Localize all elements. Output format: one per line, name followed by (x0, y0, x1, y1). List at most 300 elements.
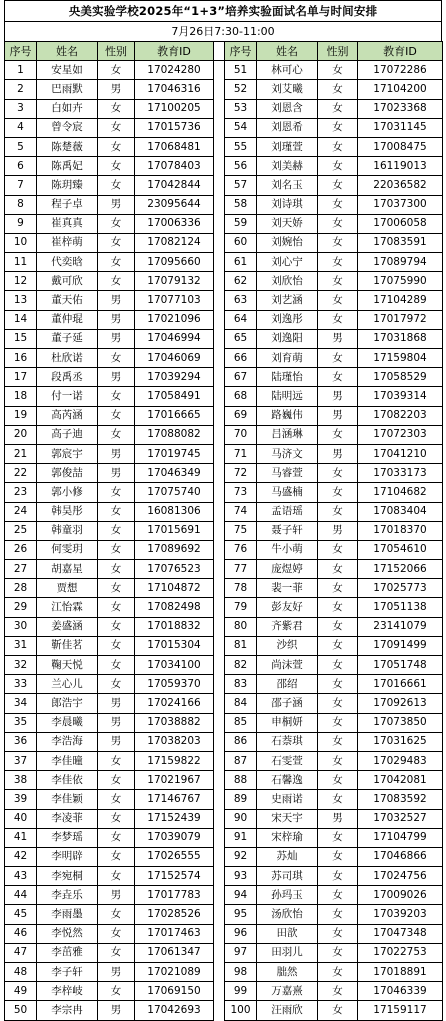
cell-gender: 女 (318, 425, 358, 444)
table-row (5, 349, 443, 368)
column-gap (214, 828, 225, 847)
column-gap (214, 924, 225, 943)
cell-no: 16 (5, 349, 37, 368)
cell-name: 何雯玥 (37, 540, 98, 559)
cell-name: 陈玥臻 (37, 176, 98, 195)
cell-id: 17091499 (358, 636, 443, 655)
cell-gender: 女 (98, 272, 135, 291)
cell-no: 35 (5, 713, 37, 732)
cell-id: 17023368 (358, 99, 443, 118)
cell-id: 17042081 (358, 771, 443, 790)
cell-name: 李茁雅 (37, 943, 98, 962)
cell-gender: 女 (98, 521, 135, 540)
cell-id: 17076523 (135, 560, 214, 579)
column-gap (214, 809, 225, 828)
cell-gender: 女 (98, 675, 135, 694)
cell-no: 55 (225, 137, 257, 156)
cell-id: 17046349 (135, 464, 214, 483)
cell-no: 76 (225, 540, 257, 559)
cell-name: 田歆 (257, 924, 318, 943)
table-row (5, 425, 443, 444)
cell-name: 高子迪 (37, 425, 98, 444)
cell-name: 董子延 (37, 329, 98, 348)
cell-id: 17075990 (358, 272, 443, 291)
page-title: 央美实验学校2025年“1+3”培养实验面试名单与时间安排 (4, 0, 442, 21)
cell-id: 17082203 (358, 406, 443, 425)
table-row (5, 387, 443, 406)
cell-gender: 女 (98, 157, 135, 176)
cell-no: 26 (5, 540, 37, 559)
table-row (5, 905, 443, 924)
column-gap (214, 560, 225, 579)
cell-no: 59 (225, 214, 257, 233)
cell-gender: 男 (318, 444, 358, 463)
table-row (5, 483, 443, 502)
cell-gender: 女 (318, 790, 358, 809)
cell-no: 27 (5, 560, 37, 579)
column-gap (214, 905, 225, 924)
cell-no: 79 (225, 598, 257, 617)
table-row (5, 464, 443, 483)
cell-id: 17082124 (135, 233, 214, 252)
column-gap (214, 464, 225, 483)
cell-no: 52 (225, 80, 257, 99)
cell-gender: 女 (318, 310, 358, 329)
cell-gender: 女 (98, 560, 135, 579)
cell-id: 17009026 (358, 886, 443, 905)
cell-no: 83 (225, 675, 257, 694)
cell-no: 75 (225, 521, 257, 540)
cell-gender: 女 (98, 176, 135, 195)
cell-name: 杜欣诺 (37, 349, 98, 368)
cell-id: 17038882 (135, 713, 214, 732)
cell-gender: 女 (318, 540, 358, 559)
cell-id: 17051748 (358, 656, 443, 675)
cell-id: 17054610 (358, 540, 443, 559)
cell-name: 靳佳茗 (37, 636, 98, 655)
cell-id: 17046866 (358, 847, 443, 866)
cell-no: 4 (5, 118, 37, 137)
cell-id: 17006058 (358, 214, 443, 233)
cell-name: 聂子轩 (257, 521, 318, 540)
table-row (5, 617, 443, 636)
cell-gender: 女 (98, 425, 135, 444)
cell-name: 孙玛玉 (257, 886, 318, 905)
cell-name: 刘婉怡 (257, 233, 318, 252)
cell-gender: 男 (98, 329, 135, 348)
cell-name: 鞠天悦 (37, 656, 98, 675)
cell-id: 17033173 (358, 464, 443, 483)
cell-name: 胡嘉星 (37, 560, 98, 579)
cell-no: 86 (225, 732, 257, 751)
cell-name: 苏司琪 (257, 867, 318, 886)
column-gap (214, 867, 225, 886)
cell-id: 17159804 (358, 349, 443, 368)
column-gap (214, 598, 225, 617)
cell-name: 吕涵琳 (257, 425, 318, 444)
cell-no: 85 (225, 713, 257, 732)
cell-gender: 男 (98, 464, 135, 483)
cell-no: 66 (225, 349, 257, 368)
cell-id: 17046316 (135, 80, 214, 99)
cell-no: 5 (5, 137, 37, 156)
cell-gender: 女 (318, 233, 358, 252)
cell-no: 49 (5, 982, 37, 1001)
cell-gender: 女 (318, 751, 358, 770)
column-gap (214, 963, 225, 982)
cell-no: 95 (225, 905, 257, 924)
cell-id: 17029483 (358, 751, 443, 770)
cell-gender: 女 (318, 195, 358, 214)
cell-no: 36 (5, 732, 37, 751)
cell-id: 17104872 (135, 579, 214, 598)
cell-id: 17021089 (135, 963, 214, 982)
column-gap (214, 502, 225, 521)
cell-gender: 女 (318, 656, 358, 675)
cell-id: 17061347 (135, 943, 214, 962)
cell-no: 72 (225, 464, 257, 483)
session-time: 7月26日7:30-11:00 (4, 21, 442, 41)
roster-table (4, 41, 443, 1021)
cell-name: 崔真真 (37, 214, 98, 233)
cell-name: 高芮涵 (37, 406, 98, 425)
cell-id: 17037300 (358, 195, 443, 214)
cell-no: 21 (5, 444, 37, 463)
cell-gender: 女 (318, 483, 358, 502)
cell-name: 马盛楠 (257, 483, 318, 502)
column-gap (214, 847, 225, 866)
cell-no: 51 (225, 61, 257, 80)
table-row (5, 253, 443, 272)
cell-name: 陆瑾怡 (257, 368, 318, 387)
cell-gender: 女 (318, 617, 358, 636)
cell-id: 17024280 (135, 61, 214, 80)
cell-name: 孟语瑶 (257, 502, 318, 521)
cell-gender: 女 (318, 924, 358, 943)
cell-name: 齐紫君 (257, 617, 318, 636)
cell-id: 17031868 (358, 329, 443, 348)
cell-name: 李梦瑶 (37, 828, 98, 847)
cell-name: 刘名玉 (257, 176, 318, 195)
cell-no: 19 (5, 406, 37, 425)
table-row (5, 291, 443, 310)
cell-name: 刘恩含 (257, 99, 318, 118)
column-gap (214, 886, 225, 905)
cell-gender: 女 (318, 905, 358, 924)
cell-gender: 女 (98, 137, 135, 156)
cell-id: 17152439 (135, 809, 214, 828)
table-row (5, 80, 443, 99)
cell-name: 陆明远 (257, 387, 318, 406)
cell-name: 邵绍 (257, 675, 318, 694)
table-row (5, 809, 443, 828)
cell-gender: 女 (318, 828, 358, 847)
table-row (5, 636, 443, 655)
cell-name: 刘瑾萱 (257, 137, 318, 156)
cell-name: 汤欣怡 (257, 905, 318, 924)
cell-gender: 男 (98, 291, 135, 310)
cell-no: 93 (225, 867, 257, 886)
table-row (5, 924, 443, 943)
cell-gender: 男 (98, 310, 135, 329)
cell-id: 17017783 (135, 886, 214, 905)
cell-id: 17059370 (135, 675, 214, 694)
column-gap (214, 272, 225, 291)
cell-id: 17159822 (135, 751, 214, 770)
column-gap (214, 233, 225, 252)
column-gap (214, 61, 225, 80)
cell-no: 50 (5, 1001, 37, 1020)
cell-no: 81 (225, 636, 257, 655)
cell-no: 17 (5, 368, 37, 387)
table-row (5, 329, 443, 348)
cell-name: 江怡霖 (37, 598, 98, 617)
cell-id: 17016665 (135, 406, 214, 425)
cell-name: 李悦然 (37, 924, 98, 943)
cell-gender: 女 (318, 291, 358, 310)
column-gap (214, 694, 225, 713)
cell-gender: 女 (98, 617, 135, 636)
cell-no: 87 (225, 751, 257, 770)
cell-gender: 女 (318, 157, 358, 176)
cell-id: 17100205 (135, 99, 214, 118)
cell-name: 代奕晗 (37, 253, 98, 272)
cell-name: 李佳颖 (37, 790, 98, 809)
cell-id: 17024756 (358, 867, 443, 886)
cell-name: 邵子涵 (257, 694, 318, 713)
cell-no: 91 (225, 828, 257, 847)
cell-no: 48 (5, 963, 37, 982)
table-row (5, 157, 443, 176)
column-gap (214, 751, 225, 770)
cell-no: 100 (225, 1001, 257, 1020)
cell-name: 朏然 (257, 963, 318, 982)
col-header-name: 姓名 (37, 42, 98, 61)
cell-no: 28 (5, 579, 37, 598)
cell-no: 15 (5, 329, 37, 348)
column-gap (214, 483, 225, 502)
cell-gender: 女 (98, 828, 135, 847)
cell-no: 40 (5, 809, 37, 828)
cell-no: 65 (225, 329, 257, 348)
cell-no: 53 (225, 99, 257, 118)
cell-no: 92 (225, 847, 257, 866)
cell-gender: 女 (318, 598, 358, 617)
cell-id: 17152066 (358, 560, 443, 579)
cell-no: 32 (5, 656, 37, 675)
cell-id: 23095644 (135, 195, 214, 214)
cell-gender: 女 (98, 406, 135, 425)
cell-no: 7 (5, 176, 37, 195)
cell-name: 李明辟 (37, 847, 98, 866)
cell-no: 69 (225, 406, 257, 425)
cell-no: 61 (225, 253, 257, 272)
column-gap (214, 617, 225, 636)
cell-no: 23 (5, 483, 37, 502)
cell-no: 96 (225, 924, 257, 943)
cell-gender: 女 (318, 636, 358, 655)
cell-id: 17092613 (358, 694, 443, 713)
cell-name: 董仲琨 (37, 310, 98, 329)
cell-no: 82 (225, 656, 257, 675)
cell-no: 33 (5, 675, 37, 694)
cell-id: 17031625 (358, 732, 443, 751)
cell-gender: 女 (98, 99, 135, 118)
col-header-id: 教育ID (135, 42, 214, 61)
cell-gender: 女 (318, 99, 358, 118)
cell-gender: 女 (98, 636, 135, 655)
cell-gender: 女 (98, 118, 135, 137)
column-gap (214, 80, 225, 99)
cell-name: 刘艾曦 (257, 80, 318, 99)
cell-gender: 女 (318, 694, 358, 713)
cell-name: 姜盛涵 (37, 617, 98, 636)
cell-no: 2 (5, 80, 37, 99)
col-header-no: 序号 (225, 42, 257, 61)
cell-gender: 男 (98, 732, 135, 751)
cell-name: 裴一菲 (257, 579, 318, 598)
column-gap (214, 943, 225, 962)
cell-name: 马济文 (257, 444, 318, 463)
column-gap (214, 214, 225, 233)
cell-gender: 女 (98, 233, 135, 252)
table-row (5, 828, 443, 847)
cell-name: 巴雨默 (37, 80, 98, 99)
cell-no: 84 (225, 694, 257, 713)
column-gap (214, 425, 225, 444)
cell-gender: 男 (98, 694, 135, 713)
cell-id: 17042693 (135, 1001, 214, 1020)
cell-no: 41 (5, 828, 37, 847)
cell-gender: 女 (98, 598, 135, 617)
cell-name: 刘逸阳 (257, 329, 318, 348)
cell-no: 12 (5, 272, 37, 291)
table-row (5, 847, 443, 866)
column-gap (214, 42, 225, 61)
cell-gender: 女 (318, 982, 358, 1001)
cell-name: 韩童羽 (37, 521, 98, 540)
cell-gender: 女 (98, 253, 135, 272)
column-gap (214, 176, 225, 195)
col-header-name: 姓名 (257, 42, 318, 61)
cell-id: 17104289 (358, 291, 443, 310)
cell-id: 17032527 (358, 809, 443, 828)
cell-name: 戴可欣 (37, 272, 98, 291)
cell-name: 宋天宇 (257, 809, 318, 828)
header-row (5, 42, 443, 61)
table-row (5, 867, 443, 886)
cell-no: 89 (225, 790, 257, 809)
cell-id: 17079132 (135, 272, 214, 291)
cell-gender: 女 (98, 790, 135, 809)
cell-gender: 女 (318, 349, 358, 368)
cell-no: 64 (225, 310, 257, 329)
cell-name: 李宛桐 (37, 867, 98, 886)
cell-gender: 女 (318, 943, 358, 962)
cell-id: 17039079 (135, 828, 214, 847)
cell-name: 李晨曦 (37, 713, 98, 732)
cell-id: 17073850 (358, 713, 443, 732)
cell-no: 54 (225, 118, 257, 137)
cell-id: 17039294 (135, 368, 214, 387)
cell-id: 17089692 (135, 540, 214, 559)
cell-name: 安星如 (37, 61, 98, 80)
cell-name: 郎浩宇 (37, 694, 98, 713)
cell-id: 17046994 (135, 329, 214, 348)
cell-name: 刘逸彤 (257, 310, 318, 329)
cell-gender: 女 (318, 253, 358, 272)
cell-no: 10 (5, 233, 37, 252)
cell-no: 60 (225, 233, 257, 252)
cell-gender: 男 (98, 963, 135, 982)
cell-name: 李宗冉 (37, 1001, 98, 1020)
cell-id: 16081306 (135, 502, 214, 521)
table-row (5, 713, 443, 732)
cell-id: 17039203 (358, 905, 443, 924)
cell-id: 17039314 (358, 387, 443, 406)
cell-id: 17069150 (135, 982, 214, 1001)
cell-name: 刘育萌 (257, 349, 318, 368)
cell-id: 17058529 (358, 368, 443, 387)
column-gap (214, 790, 225, 809)
cell-gender: 女 (318, 560, 358, 579)
cell-id: 17089794 (358, 253, 443, 272)
table-row (5, 656, 443, 675)
table-row (5, 771, 443, 790)
cell-id: 17078403 (135, 157, 214, 176)
cell-gender: 女 (98, 924, 135, 943)
cell-name: 李佳依 (37, 771, 98, 790)
cell-id: 17095660 (135, 253, 214, 272)
cell-id: 17068481 (135, 137, 214, 156)
cell-id: 17025773 (358, 579, 443, 598)
cell-name: 程子卓 (37, 195, 98, 214)
column-gap (214, 349, 225, 368)
cell-id: 17015691 (135, 521, 214, 540)
cell-id: 17018891 (358, 963, 443, 982)
cell-id: 23141079 (358, 617, 443, 636)
cell-no: 30 (5, 617, 37, 636)
cell-gender: 女 (318, 464, 358, 483)
cell-gender: 女 (318, 214, 358, 233)
cell-gender: 女 (318, 61, 358, 80)
cell-gender: 女 (98, 387, 135, 406)
cell-gender: 女 (98, 905, 135, 924)
cell-no: 46 (5, 924, 37, 943)
table-row (5, 579, 443, 598)
cell-no: 13 (5, 291, 37, 310)
cell-gender: 女 (318, 176, 358, 195)
roster-body (5, 61, 443, 1020)
cell-no: 99 (225, 982, 257, 1001)
table-row (5, 176, 443, 195)
cell-name: 宋梓瑜 (257, 828, 318, 847)
cell-no: 57 (225, 176, 257, 195)
cell-id: 17077103 (135, 291, 214, 310)
cell-name: 段禹丞 (37, 368, 98, 387)
cell-no: 73 (225, 483, 257, 502)
table-row (5, 943, 443, 962)
cell-gender: 女 (318, 713, 358, 732)
table-row (5, 598, 443, 617)
cell-no: 67 (225, 368, 257, 387)
cell-gender: 男 (318, 329, 358, 348)
cell-name: 石馨逸 (257, 771, 318, 790)
cell-name: 刘天娇 (257, 214, 318, 233)
table-row (5, 790, 443, 809)
cell-no: 34 (5, 694, 37, 713)
cell-id: 17006336 (135, 214, 214, 233)
